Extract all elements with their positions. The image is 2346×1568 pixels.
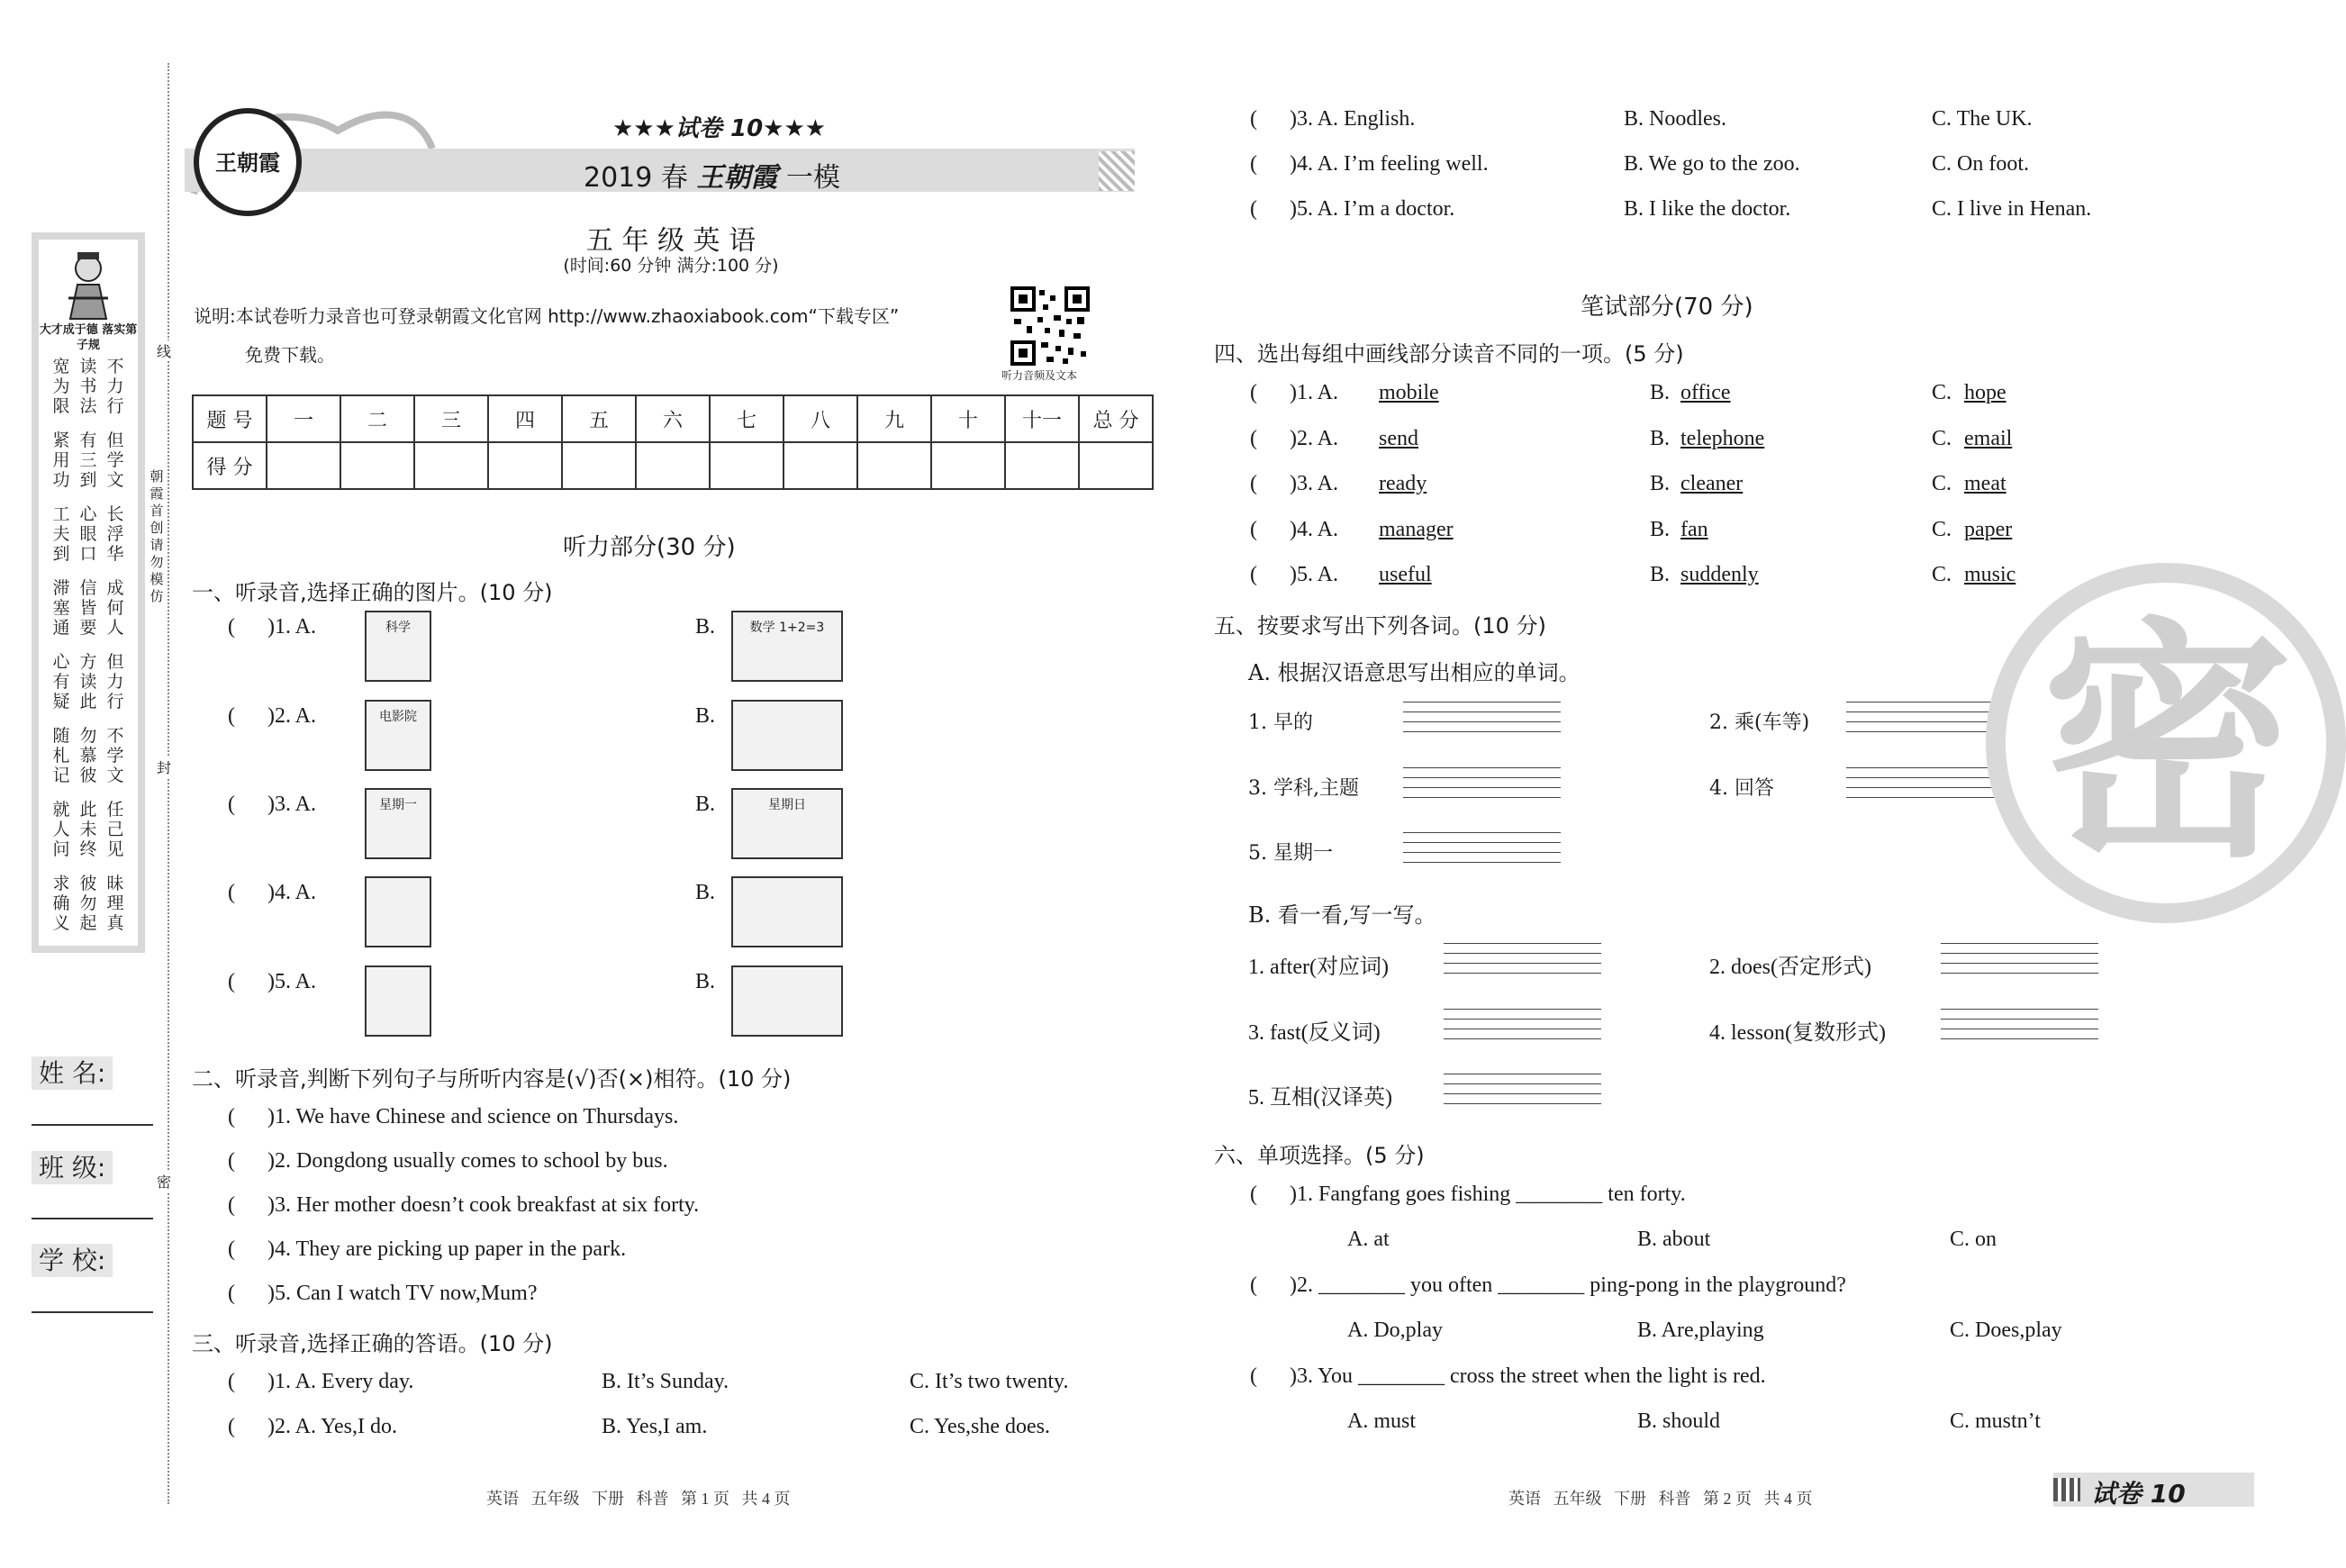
part4-option-c: paper: [1964, 517, 2013, 541]
answer-writing-line[interactable]: [1846, 767, 2004, 768]
part3-option-c: C. It’s two twenty.: [910, 1370, 1069, 1393]
part4-option-c: meat: [1964, 472, 2006, 495]
part4-option-c-label: C.: [1932, 426, 1952, 450]
name-field: [32, 1054, 113, 1090]
motto-column: 紧用功: [52, 431, 70, 490]
school-input-line[interactable]: [32, 1311, 153, 1313]
score-table: [192, 394, 1154, 490]
answer-writing-line: [1403, 842, 1561, 843]
note-line-1: 说明:本试卷听力录音也可登录朝霞文化官网 http://www.zhaoxiabook.com“下载专区”: [194, 305, 900, 327]
score-header-cell: 总 分: [1079, 395, 1153, 442]
subject-title: 五 年 级 英 语: [585, 225, 756, 257]
score-header-cell: 十: [931, 395, 1005, 442]
answer-writing-line: [1403, 711, 1561, 712]
band-pattern: [1099, 151, 1135, 191]
option-a-image-label: 科学: [385, 621, 411, 635]
part5-b-item: 1. after(对应词): [1248, 956, 1389, 979]
logo-text: 王朝霞: [215, 150, 280, 176]
part5-b-item: 2. does(否定形式): [1709, 956, 1871, 979]
part4-question: ( )4. A.: [1250, 517, 1338, 541]
motto-column: 滞塞通: [52, 578, 70, 638]
part1-question: ( )2. A.: [228, 704, 316, 728]
motto-column: 工夫到: [52, 504, 70, 564]
part2-title: 二、听录音,判断下列句子与所听内容是(√)否(×)相符。(10 分): [192, 1066, 792, 1092]
score-input-cell[interactable]: [931, 442, 1005, 489]
badge-pattern: [2053, 1478, 2080, 1501]
answer-writing-line: [1846, 787, 2004, 788]
part1-question: ( )4. A.: [228, 881, 316, 904]
part5-a-item: 3. 学科,主题: [1248, 777, 1359, 800]
score-input-cell[interactable]: [710, 442, 784, 489]
motto-column: 长浮华: [106, 504, 124, 564]
option-b-image[interactable]: [731, 700, 843, 771]
score-header-cell: 题 号: [193, 395, 267, 442]
part1-title: 一、听录音,选择正确的图片。(10 分): [192, 580, 553, 605]
score-table-score-row: [193, 442, 1153, 489]
motto-column: 但学文: [106, 431, 124, 490]
motto-panel: [32, 232, 145, 953]
answer-writing-line[interactable]: [1403, 767, 1561, 768]
part3-option-b: B. It’s Sunday.: [602, 1370, 729, 1393]
class-field: [32, 1148, 113, 1184]
part4-question: ( )5. A.: [1250, 563, 1338, 586]
motto-column: 彼勿起: [79, 874, 97, 933]
answer-writing-line[interactable]: [1941, 943, 2098, 944]
part3-option-c: C. On foot.: [1932, 152, 2029, 176]
part2-item: ( )3. Her mother doesn’t cook breakfast at six forty.: [228, 1193, 700, 1217]
part5-a-item: 4. 回答: [1709, 777, 1774, 800]
answer-writing-line: [1941, 973, 2098, 974]
part4-question: ( )1. A.: [1250, 381, 1338, 404]
part5-a-item: 1. 早的: [1248, 711, 1313, 734]
score-header-cell: 三: [414, 395, 488, 442]
part1-question: ( )5. A.: [228, 970, 316, 993]
answer-writing-line: [1444, 1019, 1601, 1020]
school-label: 学 校:: [32, 1244, 113, 1277]
part4-option-b-label: B.: [1650, 563, 1671, 586]
answer-writing-line: [1403, 852, 1561, 853]
answer-writing-line: [1403, 862, 1561, 863]
written-heading: 笔试部分(70 分): [1581, 294, 1753, 321]
option-a-image[interactable]: [365, 611, 431, 682]
option-b-image[interactable]: [731, 788, 843, 859]
part1-option-b: B.: [695, 970, 716, 993]
option-b-image-label: 星期日: [768, 798, 806, 812]
part6-option-b: B. about: [1637, 1228, 1711, 1251]
motto-column: 信皆要: [79, 578, 97, 638]
answer-writing-line: [1846, 797, 2004, 798]
footer-left: 英语 五年级 下册 科普 第 1 页 共 4 页: [486, 1490, 791, 1508]
option-a-image[interactable]: [365, 788, 431, 859]
score-header-cell: 五: [562, 395, 636, 442]
part5-b-item: 3. fast(反义词): [1248, 1021, 1381, 1045]
side-label-1: 线: [155, 340, 173, 361]
part4-option-c: hope: [1964, 381, 2006, 404]
motto-column: 勿慕彼: [79, 726, 97, 785]
part6-option-b: B. Are,playing: [1637, 1319, 1764, 1342]
answer-writing-line: [1444, 1083, 1601, 1084]
answer-writing-line: [1941, 1019, 2098, 1020]
score-input-cell[interactable]: [784, 442, 857, 489]
part3-option-b: B. I like the doctor.: [1624, 197, 1791, 221]
listening-heading: 听力部分(30 分): [563, 534, 736, 561]
answer-writing-line: [1403, 797, 1561, 798]
part3-option-c: C. I live in Henan.: [1932, 197, 2092, 221]
answer-writing-line: [1941, 953, 2098, 954]
option-b-image-label: 数学 1+2=3: [749, 621, 825, 635]
footer-right: 英语 五年级 下册 科普 第 2 页 共 4 页: [1508, 1490, 1813, 1508]
motto-panel-inner: [39, 240, 138, 946]
score-input-cell[interactable]: [340, 442, 414, 489]
answer-writing-line: [1846, 731, 2004, 732]
part6-option-c: C. on: [1950, 1228, 1997, 1251]
option-b-image[interactable]: [731, 876, 843, 947]
score-input-cell[interactable]: [636, 442, 710, 489]
score-header-cell: 七: [710, 395, 784, 442]
answer-writing-line: [1444, 1103, 1601, 1104]
answer-writing-line: [1444, 973, 1601, 974]
motto-column: 就人问: [52, 800, 70, 859]
school-field: [32, 1241, 113, 1277]
answer-writing-line: [1403, 777, 1561, 778]
motto-column: 随札记: [52, 726, 70, 785]
part4-option-c: music: [1964, 563, 2016, 586]
part4-title: 四、选出每组中画线部分读音不同的一项。(5 分): [1214, 341, 1684, 367]
option-a-image-label: 星期一: [379, 798, 417, 812]
part5-b-item: 4. lesson(复数形式): [1709, 1021, 1886, 1045]
answer-writing-line: [1403, 787, 1561, 788]
score-header-cell: 二: [340, 395, 414, 442]
seal-character: 密: [2042, 598, 2294, 892]
part4-option-b-label: B.: [1650, 517, 1671, 541]
answer-writing-line: [1403, 731, 1561, 732]
part4-option-a: ready: [1379, 472, 1427, 495]
part6-question: ( )3. You ________ cross the street when the light is red.: [1250, 1364, 1766, 1388]
option-a-image-label: 电影院: [379, 710, 417, 724]
part4-option-a: send: [1379, 426, 1418, 450]
note-line-2: 免费下载。: [245, 344, 335, 366]
part2-item: ( )4. They are picking up paper in the park.: [228, 1237, 627, 1261]
part1-option-b: B.: [695, 704, 716, 728]
answer-writing-line: [1846, 777, 2004, 778]
time-info: (时间:60 分钟 满分:100 分): [563, 256, 779, 276]
part5-a-item: 5. 星期一: [1248, 842, 1333, 865]
motto-column: 任己见: [106, 800, 124, 859]
binding-dotted-line: [168, 63, 169, 1504]
part4-option-c-label: C.: [1932, 381, 1952, 404]
part1-question: ( )3. A.: [228, 793, 316, 816]
part3-question: ( )3. A. English.: [1250, 107, 1416, 131]
answer-writing-line: [1941, 963, 2098, 964]
motto-column: 成何人: [106, 578, 124, 638]
motto-column: 宽为限: [52, 357, 70, 416]
part4-option-b-label: B.: [1650, 472, 1671, 495]
part5-sub-a: A. 根据汉语意思写出相应的单词。: [1248, 660, 1581, 685]
exam-type: 一模: [785, 162, 840, 194]
part4-option-b: suddenly: [1680, 563, 1759, 586]
part4-option-a: manager: [1379, 517, 1454, 541]
part3-question: ( )1. A. Every day.: [228, 1370, 414, 1393]
option-b-image[interactable]: [731, 965, 843, 1037]
motto-column: 但力行: [106, 652, 124, 711]
motto-column: 心眼口: [79, 504, 97, 564]
part4-option-a: mobile: [1379, 381, 1439, 404]
answer-writing-line[interactable]: [1444, 1009, 1601, 1010]
motto-column: 求确义: [52, 874, 70, 933]
name-label: 姓 名:: [32, 1056, 113, 1090]
part6-title: 六、单项选择。(5 分): [1214, 1143, 1425, 1168]
footer-badge: [2053, 1473, 2254, 1507]
part4-option-b: telephone: [1680, 426, 1765, 450]
option-a-image[interactable]: [365, 965, 431, 1037]
option-a-image[interactable]: [365, 876, 431, 947]
motto-column: 此未终: [79, 800, 97, 859]
brand-name: 王朝霞: [696, 162, 778, 194]
part6-option-c: C. Does,play: [1950, 1319, 2062, 1342]
part4-option-b: office: [1680, 381, 1731, 404]
score-input-cell[interactable]: [414, 442, 488, 489]
score-header-cell: 四: [488, 395, 562, 442]
part4-option-c-label: C.: [1932, 563, 1952, 586]
answer-writing-line: [1444, 1093, 1601, 1094]
answer-writing-line: [1846, 721, 2004, 722]
score-input-cell[interactable]: [562, 442, 636, 489]
part4-option-c-label: C.: [1932, 472, 1952, 495]
score-input-cell[interactable]: [1005, 442, 1079, 489]
class-label: 班 级:: [32, 1151, 113, 1184]
part3-question: ( )4. A. I’m feeling well.: [1250, 152, 1489, 176]
answer-writing-line: [1444, 953, 1601, 954]
part4-option-b-label: B.: [1650, 426, 1671, 450]
part3-question: ( )5. A. I’m a doctor.: [1250, 197, 1455, 221]
motto-column: 心有疑: [52, 652, 70, 711]
motto-column: 读书法: [79, 357, 97, 416]
part6-option-c: C. mustn’t: [1950, 1409, 2041, 1433]
score-input-cell[interactable]: [1079, 442, 1153, 489]
motto-column: 有三到: [79, 431, 97, 490]
answer-writing-line: [1444, 1038, 1601, 1039]
score-input-cell[interactable]: [267, 442, 340, 489]
part5-sub-b: B. 看一看,写一写。: [1248, 902, 1436, 928]
motto-column: 昧理真: [106, 874, 124, 933]
part4-question: ( )2. A.: [1250, 426, 1338, 450]
motto-column: 不学文: [106, 726, 124, 785]
part3-option-b: B. Yes,I am.: [602, 1415, 708, 1438]
part3-option-c: C. Yes,she does.: [910, 1415, 1051, 1438]
score-row-label: 得 分: [193, 442, 267, 489]
footer-badge-text: 试卷 10: [2091, 1479, 2186, 1509]
part3-question: ( )2. A. Yes,I do.: [228, 1415, 398, 1438]
part1-question: ( )1. A.: [228, 615, 316, 639]
motto-column: 不力行: [106, 357, 124, 416]
part2-item: ( )1. We have Chinese and science on Thursdays.: [228, 1105, 679, 1128]
part6-option-b: B. should: [1637, 1409, 1721, 1433]
part6-question: ( )1. Fangfang goes fishing ________ ten forty.: [1250, 1183, 1686, 1206]
exam-title: [584, 155, 840, 195]
score-header-cell: 八: [784, 395, 857, 442]
score-table-header-row: [193, 395, 1153, 442]
part6-option-a: A. must: [1347, 1409, 1417, 1433]
part3-option-c: C. The UK.: [1932, 107, 2033, 131]
score-header-cell: 六: [636, 395, 710, 442]
score-header-cell: 十一: [1005, 395, 1079, 442]
part6-option-a: A. at: [1347, 1228, 1390, 1251]
answer-writing-line: [1403, 721, 1561, 722]
side-label-2: 朝霞首创 请勿模仿: [149, 468, 164, 604]
part4-option-b: cleaner: [1680, 472, 1744, 495]
part1-option-b: B.: [695, 881, 716, 904]
part3-title: 三、听录音,选择正确的答语。(10 分): [192, 1331, 553, 1356]
part4-option-b: fan: [1680, 517, 1708, 541]
class-input-line[interactable]: [32, 1218, 153, 1219]
part2-item: ( )5. Can I watch TV now,Mum?: [228, 1282, 538, 1305]
part4-option-c: email: [1964, 426, 2013, 450]
part6-question: ( )2. ________ you often ________ ping-pong in the playground?: [1250, 1273, 1846, 1297]
answer-writing-line: [1444, 963, 1601, 964]
option-a-image[interactable]: [365, 700, 431, 771]
part6-option-a: A. Do,play: [1347, 1319, 1443, 1342]
qr-code-icon[interactable]: [1010, 286, 1090, 366]
answer-writing-line[interactable]: [1444, 943, 1601, 944]
motto-title: 大才成于德 落实第子规: [39, 323, 138, 352]
score-input-cell[interactable]: [857, 442, 931, 489]
part5-title: 五、按要求写出下列各词。(10 分): [1214, 613, 1546, 639]
exam-year: 2019 春: [584, 162, 688, 194]
answer-writing-line[interactable]: [1941, 1009, 2098, 1010]
score-header-cell: 九: [857, 395, 931, 442]
part3-option-b: B. We go to the zoo.: [1624, 152, 1800, 176]
part4-option-a: useful: [1379, 563, 1432, 586]
name-input-line[interactable]: [32, 1124, 153, 1126]
qr-caption: 听力音频及文本: [1001, 369, 1078, 382]
brand-logo: [194, 108, 302, 216]
score-input-cell[interactable]: [488, 442, 562, 489]
motto-column: 方读此: [79, 652, 97, 711]
part1-option-b: B.: [695, 793, 716, 816]
option-b-image[interactable]: [731, 611, 843, 682]
part2-item: ( )2. Dongdong usually comes to school by bus.: [228, 1149, 668, 1173]
side-label-4: 密: [155, 1171, 173, 1192]
part1-option-b: B.: [695, 615, 716, 639]
part5-b-item: 5. 互相(汉译英): [1248, 1086, 1392, 1110]
score-header-cell: 一: [267, 395, 340, 442]
part4-question: ( )3. A.: [1250, 472, 1338, 495]
part4-option-c-label: C.: [1932, 517, 1952, 541]
part3-option-b: B. Noodles.: [1624, 107, 1726, 131]
side-label-3: 封: [155, 757, 173, 777]
answer-writing-line[interactable]: [1403, 832, 1561, 833]
part5-a-item: 2. 乘(车等): [1709, 711, 1810, 734]
part4-option-b-label: B.: [1650, 381, 1671, 404]
stars-title: ★★★试卷 10★★★: [612, 115, 827, 142]
answer-writing-line: [1846, 711, 2004, 712]
answer-writing-line: [1941, 1038, 2098, 1039]
confidential-seal: [1986, 563, 2346, 923]
